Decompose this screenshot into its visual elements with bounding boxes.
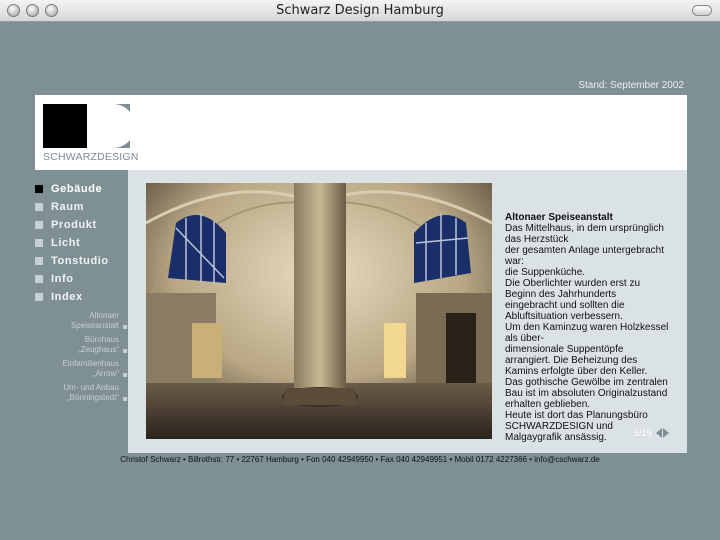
subnav-item-einfamilienhaus[interactable] bbox=[35, 359, 128, 379]
subnav-bullet-icon bbox=[123, 373, 127, 377]
article-line: Um den Kaminzug waren Holzkessel bbox=[505, 322, 669, 333]
article-line: SCHWARZDESIGN und bbox=[505, 421, 613, 432]
article-line: die Suppenküche. bbox=[505, 267, 586, 278]
subnav-item-buerohaus[interactable] bbox=[35, 335, 128, 355]
article-line: Bau ist im absoluten Originalzustand bbox=[505, 388, 668, 399]
subnav-line: „Arrow“ bbox=[92, 369, 119, 378]
nav-label: Produkt bbox=[51, 219, 97, 231]
nav-label: Raum bbox=[51, 201, 84, 213]
toolbar-toggle-button[interactable] bbox=[692, 5, 712, 16]
nav-bullet-icon bbox=[35, 257, 43, 265]
main-nav bbox=[35, 180, 109, 306]
stand-date: Stand: September 2002 bbox=[578, 80, 684, 91]
nav-bullet-icon bbox=[35, 275, 43, 283]
nav-bullet-icon bbox=[35, 221, 43, 229]
pager-count: 5/19 bbox=[634, 428, 652, 438]
image-pager bbox=[634, 428, 669, 438]
subnav-line: „Bönningstedt“ bbox=[66, 393, 119, 402]
article-line: Das Mittelhaus, in dem ursprünglich bbox=[505, 223, 664, 234]
header bbox=[35, 95, 687, 170]
subnav-item-altonaer-speiseanstalt[interactable] bbox=[35, 311, 128, 331]
nav-item-licht[interactable] bbox=[35, 234, 109, 252]
nav-item-info[interactable] bbox=[35, 270, 109, 288]
article-line: Das gothische Gewölbe im zentralen bbox=[505, 377, 668, 388]
article-line: eingebracht und sollten die bbox=[505, 300, 625, 311]
nav-bullet-icon bbox=[35, 239, 43, 247]
window-titlebar bbox=[0, 0, 720, 22]
nav-item-gebaeude[interactable] bbox=[35, 180, 109, 198]
nav-bullet-icon bbox=[35, 293, 43, 301]
nav-item-raum[interactable] bbox=[35, 198, 109, 216]
nav-item-produkt[interactable] bbox=[35, 216, 109, 234]
article-line: als über- bbox=[505, 333, 544, 344]
article-line: Kamins erfolgte über den Keller. bbox=[505, 366, 648, 377]
article-line: dimensionale Suppentöpfe bbox=[505, 344, 624, 355]
article-line: der gesamten Anlage untergebracht bbox=[505, 245, 664, 256]
next-arrow-icon[interactable] bbox=[663, 428, 669, 438]
article-line: das Herzstück bbox=[505, 234, 569, 245]
subnav-line: Bürohaus bbox=[84, 335, 119, 344]
sidebar bbox=[35, 170, 128, 453]
nav-label: Info bbox=[51, 273, 74, 285]
article-line: Die Oberlichter wurden erst zu bbox=[505, 278, 641, 289]
subnav-bullet-icon bbox=[123, 349, 127, 353]
nav-label: Gebäude bbox=[51, 183, 103, 195]
content-panel bbox=[128, 170, 687, 453]
article-line: Heute ist dort das Planungsbüro bbox=[505, 410, 648, 421]
logo-text: SCHWARZDESIGN bbox=[43, 151, 139, 163]
vaulted-hall-image bbox=[146, 183, 492, 439]
subnav-bullet-icon bbox=[123, 325, 127, 329]
sub-nav bbox=[35, 311, 128, 407]
subnav-bullet-icon bbox=[123, 397, 127, 401]
nav-item-tonstudio[interactable] bbox=[35, 252, 109, 270]
subnav-line: Um- und Anbau bbox=[63, 383, 119, 392]
previous-arrow-icon[interactable] bbox=[656, 428, 662, 438]
nav-bullet-icon bbox=[35, 203, 43, 211]
article-line: arrangiert. Die Beheizung des bbox=[505, 355, 638, 366]
article-text bbox=[505, 212, 681, 443]
nav-label: Licht bbox=[51, 237, 81, 249]
article-heading: Altonaer Speiseanstalt bbox=[505, 212, 613, 223]
subnav-line: „Zeughaus“ bbox=[78, 345, 119, 354]
building-photo bbox=[146, 183, 492, 439]
article-line: Abluftsituation verbessern. bbox=[505, 311, 623, 322]
nav-item-index[interactable] bbox=[35, 288, 109, 306]
subnav-line: Speiseanstalt bbox=[70, 321, 119, 330]
subnav-line: Altonaer bbox=[89, 311, 119, 320]
article-line: war: bbox=[505, 256, 524, 267]
article-line: Beginn des Jahrhunderts bbox=[505, 289, 617, 300]
window-title: Schwarz Design Hamburg bbox=[276, 3, 444, 18]
logo-mark-icon bbox=[87, 104, 130, 148]
nav-label: Tonstudio bbox=[51, 255, 109, 267]
subnav-line: Einfamilienhaus bbox=[62, 359, 119, 368]
logo-black-square bbox=[43, 104, 87, 148]
article-line: Malgaygrafik ansässig. bbox=[505, 432, 607, 443]
footer-contact: Christof Schwarz • Billrothstr. 77 • 22767 Hamburg • Fon 040 42949950 • Fax 040 42949951 • Mobil 0172 4227366 • info@cschwarz.de bbox=[120, 455, 600, 464]
subnav-item-um-und-anbau[interactable] bbox=[35, 383, 128, 403]
nav-bullet-active-icon bbox=[35, 185, 43, 193]
nav-label: Index bbox=[51, 291, 83, 303]
article-line: erhalten geblieben. bbox=[505, 399, 591, 410]
